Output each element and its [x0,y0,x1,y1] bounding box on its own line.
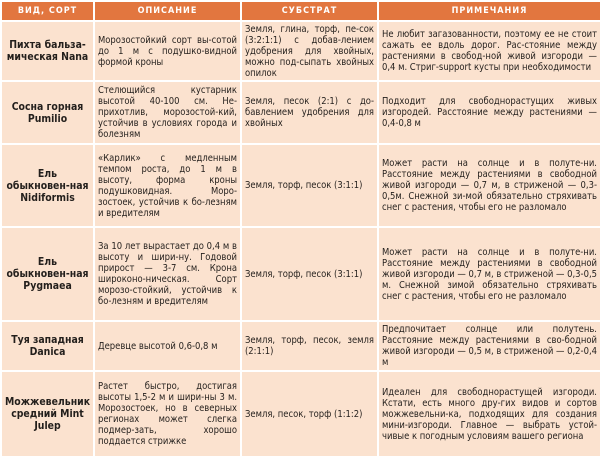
substrate-cell: Земля, песок (2:1) с до-бавлением удобрения для хвойных [242,82,377,143]
notes-cell: Идеален для свободнорастущей изгороди. Кстати, есть много дру-гих видов и сортов можжевельни-ка, подходящих для создания мини-изгороди. Главное — выбрать устой-чивые к погодным условиям вашего региона [379,372,600,456]
table-row [2,22,600,80]
description-cell: «Карлик» с медленным темпом роста, до 1 м в высоту, форма кроны подушковидная. Моро-зостоек, устойчив к бо-лезням и вредителям [95,145,240,226]
header-species: ВИД, СОРТ [2,2,93,20]
header-substrate: СУБСТРАТ [242,2,377,20]
notes-cell: Не любит загазованности, поэтому ее не стоит сажать ее вдоль дорог. Рас-стояние между растениями в свобод-ной живой изгороди — 0,4 м. Стриг-support кусты при необходимости [379,22,600,80]
description-cell: За 10 лет вырастает до 0,4 м в высоту и шири-ну. Годовой прирост — 3-7 см. Крона широконо-ническая. Сорт морозо-стойкий, устойчив к бо-лезням и вредителям [95,228,240,320]
header-description: ОПИСАНИЕ [95,2,240,20]
substrate-cell: Земля, торф, песок (3:1:1) [242,228,377,320]
header-row [2,2,600,20]
table-row [2,145,600,226]
substrate-cell: Земля, песок, торф (1:1:2) [242,372,377,456]
species-name: Туя западная Danica [2,322,93,370]
description-cell: Стелющийся кустарник высотой 40-100 см. Не-прихотлив, морозостой-кий, устойчив в условиях города и болезням [95,82,240,143]
notes-cell: Подходит для свободнорастущих живых изгородей. Расстояние между растениями — 0,4-0,8 м [379,82,600,143]
description-cell: Деревце высотой 0,6-0,8 м [95,322,240,370]
species-name: Сосна горная Pumilio [2,82,93,143]
species-name: Можжевельник средний Mint Julep [2,372,93,456]
substrate-cell: Земля, глина, торф, пе-сок (3:2:1:1) с добав-лением удобрения для хвойных, можно под-сыпать хвойных опилок [242,22,377,80]
notes-cell: Может расти на солнце и в полуте-ни. Расстояние между растениями в свободной живой изгороди — 0,7 м, в стриженой — 0,3-0,5 м. Снежной зимой обязательно стряхивать снег с растения, чтобы его не разломало [379,228,600,320]
substrate-cell: Земля, торф, песок (3:1:1) [242,145,377,226]
substrate-cell: Земля, торф, песок, земля (2:1:1) [242,322,377,370]
table-row [2,322,600,370]
notes-cell: Предпочитает солнце или полутень. Расстояние между растениями в сво-бодной живой изгороди — 0,5 м, в стриженой — 0,2-0,4 м [379,322,600,370]
species-name: Пихта бальза-мическая Nana [2,22,93,80]
description-cell: Морозостойкий сорт вы-сотой до 1 м с подушко-видной формой кроны [95,22,240,80]
table-row [2,82,600,143]
species-name: Ель обыкновен-ная Nidiformis [2,145,93,226]
notes-cell: Может расти на солнце и в полуте-ни. Расстояние между растениями в свободной живой изгороди — 0,7 м, в стриженой — 0,3-0,5м. Снежной зи-мой обязательно стряхивать снег с растения, чтобы его не разломало [379,145,600,226]
table-row [2,372,600,456]
species-name: Ель обыкновен-ная Pygmaea [2,228,93,320]
table-row [2,228,600,320]
description-cell: Растет быстро, достигая высоты 1,5-2 м и шири-ны 3 м. Морозостоек, но в северных регионах может слегка подмер-зать, хорошо поддается стрижке [95,372,240,456]
header-notes: ПРИМЕЧАНИЯ [379,2,600,20]
